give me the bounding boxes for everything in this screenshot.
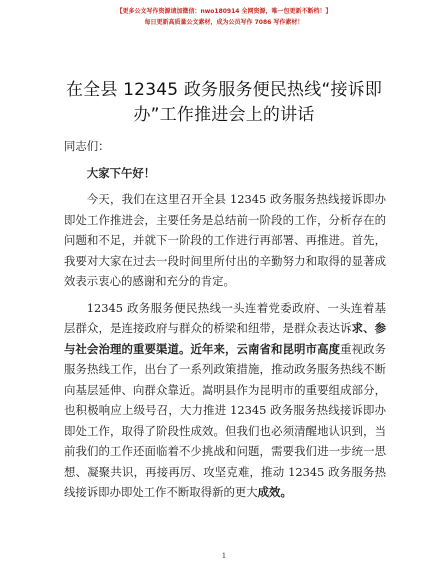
paragraph-2-emphasis: 求、参与社会治理的重要渠道。近年来，云南省和昆明市高度 [64, 321, 386, 356]
paragraph-2-part-2: 重视政务服务热线工作，出台了一系列政策措施，推动政务服务热线不断向基层延伸、向群众靠近。嵩明县作为昆明市的重要组成部分，也积极响应上级号召，大力推进 12345 政务服务热线接诉即办即处工作，取得了阶段性成效。但我们也必须清醒地认识到，当前我们的工作还面临着不少挑战和问题，需要我们进一步统一思想、凝聚共识，再接再厉、攻坚克难，推动 12345 政务服务热线接诉即办即处工作不断取得新的更大 [64, 341, 386, 499]
promo-banner [0, 6, 448, 28]
greeting: 大家下午好！ [86, 165, 156, 180]
paragraph-1: 今天，我们在这里召开全县 12345 政务服务热线接诉即办即处工作推进会，主要任务是总结前一阶段的工作，分析存在的问题和不足，并就下一阶段的工作进行再部署、再推进。首先，我要对大家在过去一段时间里所付出的辛勤努力和取得的显著成效表示衷心的感谢和充分的肯定。 [64, 192, 386, 288]
paragraph-2-part-1: 12345 政务服务便民热线一头连着党委政府、一头连着基层群众，是连接政府与群众的桥梁和纽带，是群众表达诉 [64, 300, 386, 335]
paragraph-2-end: 成效。 [257, 485, 292, 499]
promo-banner-line-1: 【更多公文写作资源请加微信：nwo180914 全网资源，唯一包更新不断档！】 [116, 8, 332, 15]
promo-banner-line-2: 每日更新高质量公文素材，成为公员写作 7086 写作素材！ [144, 19, 304, 26]
salutation: 同志们： [64, 139, 110, 153]
document-body [64, 136, 386, 509]
paragraph-2 [64, 298, 386, 503]
page-number: 1 [221, 552, 227, 560]
document-title: 在全县 12345 政务服务便民热线“接诉即办”工作推进会上的讲话 [65, 80, 383, 125]
